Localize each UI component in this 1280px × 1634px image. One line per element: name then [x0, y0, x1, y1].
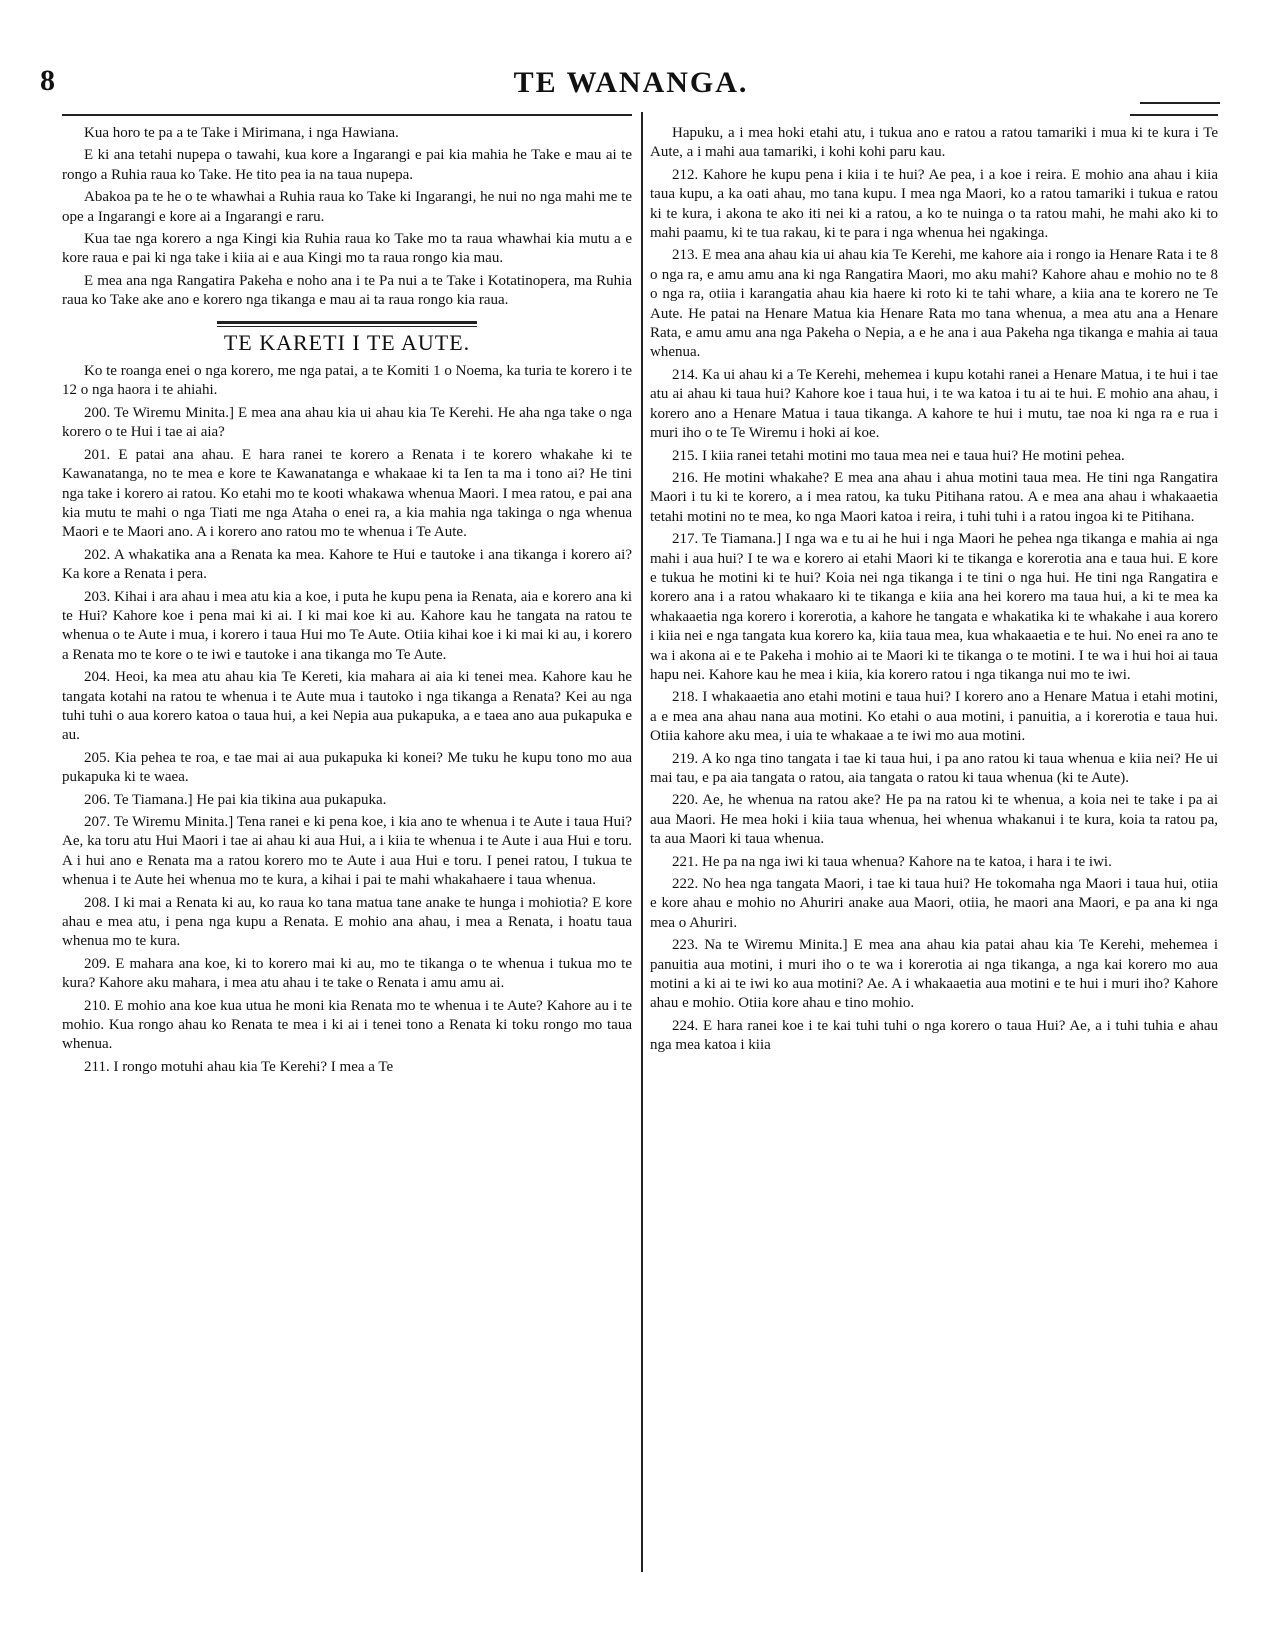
question-paragraph: 217. Te Tiamana.] I nga wa e tu ai he hui i nga Maori he pehea nga tikanga e mahia ai nga mahi i aua hui? I te wa e korero ai etahi Maori ki te tikanga e korerotia ana e taua hui. E kore e tukua he motini ki te hui? Koia nei nga tikanga i te tini o nga hui. He tini nga Rangatira e korero ana i a ratou whakaaro ki te tikanga e kiia ana hei korero ma taua hui, a ki te mea ka whakaaetia nga korero i korerotia, a kahore he tangata e whakatika ki te whakahe i aua korero i kiia nei e nga tangata kua korero ka, kiia taua mea, kua whakaaetia e te hui. No enei ra ano te wa i akona ai e te Pakeha i mohio ai te Maori ki te tikanga o te motini. I te wa i hui hoi ai taua hapu nei. Kahore kau he mea i kiia, kia korero ratou i nga tikanga nui mo te iwi. [650, 531, 1218, 683]
question-paragraph: 224. E hara ranei koe i te kai tuhi tuhi o nga korero o taua Hui? Ae, a i tuhi tuhia e ahau nga mea katoa i kiia [650, 1017, 1218, 1054]
question-paragraph: 218. I whakaaetia ano etahi motini e taua hui? I korero ano a Henare Matua i etahi motini, a e mea ana ahau nana aua motini. Ko etahi o aua motini, i panuitia, a i korerotia e taua hui. Otiia kahore aku mea, i uia te whakaae a te iwi mo aua motini. [650, 689, 1218, 745]
question-paragraph: 206. Te Tiamana.] He pai kia tikina aua pukapuka. [84, 791, 387, 808]
question-paragraph: 210. E mohio ana koe kua utua he moni kia Renata mo te whenua i te Aute? Kahore au i te mohio. Kua rongo ahau ko Renata te mea i ki ai i tenei tono a Renata ki toku rongo mo taua whenua. [62, 997, 632, 1053]
question-paragraph: 223. Na te Wiremu Minita.] E mea ana ahau kia patai ahau kia Te Kerehi, mehemea i panuitia aua motini, i muri iho o te wa i korerotia ai nga tikanga, a nga kai korero mo aua motini a ki ai te iwi ko aua motini? Ae. A i whakaaetia aua motini e te hui i muri iho? Kahore ahau e mohio. Otiia kore ahau e tino mohio. [650, 937, 1218, 1012]
question-paragraph: 211. I rongo motuhi ahau kia Te Kerehi? I mea a Te [84, 1058, 394, 1075]
newspaper-title: TE WANANGA. [513, 66, 749, 99]
question-paragraph: 221. He pa na nga iwi ki taua whenua? Kahore na te katoa, i hara i te iwi. [672, 853, 1112, 870]
question-paragraph: 201. E patai ana ahau. E hara ranei te korero a Renata i te korero whakahe ki te Kawanatanga, no te mea e kore te Kawanatanga e whakaae ki ta Ien ta ma i tono ai? He tini nga take i korero ai ratou. Ko etahi mo te kooti whakawa whenua Maori. I mea ratou, e pai ana kia mutu te mahi o nga Tiati me nga Ataha o enei ra, a kia mahia nga takinga o nga whenua Maori e te Maori ano. A i korero ano ratou mo te whenua i Te Aute. [62, 446, 632, 541]
column-divider [641, 112, 643, 1572]
news-paragraph: E mea ana nga Rangatira Pakeha e noho ana i te Pa nui a te Take i Kotatinopera, ma Ruhia raua ko Take ake ano e korero nga tikanga e mau ai ta raua rongo kia raua. [62, 272, 632, 309]
news-paragraph: E ki ana tetahi nupepa o tawahi, kua kore a Ingarangi e pai kia mahia he Take e mau ai te rongo a Ruhia raua ko Take. He tito pea ia na taua nupepa. [62, 147, 632, 183]
news-paragraph: Kua tae nga korero a nga Kingi kia Ruhia raua ko Take mo ta raua whawhai kia mutu a e kore raua e pai ki nga take i kiia ai e aua Kingi mo ta raua rongo kia mau. [62, 231, 632, 267]
question-paragraph: 220. Ae, he whenua na ratou ake? He pa na ratou ki te whenua, a koia nei te take i pa ai aua Maori. He mea hoki i kiia taua whenua, hei whenua whakanui i te kura, koia ta ratou pa, ta aua Maori ki taua whenua. [650, 792, 1218, 848]
question-paragraph: 208. I ki mai a Renata ki au, ko raua ko tana matua tane anake te hunga i mohiotia? E kore ahau e mea atu, i pena nga kupu a Renata. E mohio ana ahau, i mea a Renata, i hoatu taua whenua mo te kura. [62, 894, 632, 950]
question-paragraph: 204. Heoi, ka mea atu ahau kia Te Kereti, kia mahara ai aia ki tenei mea. Kahore kau he tangata kotahi na ratou te whenua i te Aute mua i tautoko i nga tikanga a Renata? Kei au nga tuhi tuhi o aua korero katoa o taua hui, a kei Nepia aua pukapuka, a e taea ano aua pukapuka e au. [62, 669, 632, 744]
question-paragraph: 222. No hea nga tangata Maori, i tae ki taua hui? He tokomaha nga Maori i taua hui, otiia e kore ahau e mohio no Ahuriri anake aua Maori, otiia, he maori ana Maori, e pa ana ki nga mea o Ahuriri. [650, 876, 1218, 931]
question-paragraph: 200. Te Wiremu Minita.] E mea ana ahau kia ui ahau kia Te Kerehi. He aha nga take o nga korero o te Hui i tae ai aia? [62, 404, 632, 441]
question-paragraph: 205. Kia pehea te roa, e tae mai ai aua pukapuka ki konei? Me tuku he kupu tono mo aua pukapuka ki te waea. [62, 749, 632, 786]
page-number: 8 [40, 64, 55, 97]
question-paragraph: 216. He motini whakahe? E mea ana ahau i ahua motini taua mea. He tini nga Rangatira Maori i tu ki te korero, a i mea ratou, ka tuku Pitihana ratou. A e mea ana ahau i whakaaetia tetahi motini no te mea, ko nga Maori katoa i reira, i tuhi tuhi i a ratou ingoa ki te Pitihana. [650, 469, 1218, 525]
question-paragraph: 203. Kihai i ara ahau i mea atu kia a koe, i puta he kupu pena ia Renata, aia e korero ana ki te Hui? Kahore koe i pena mai ki ai. I ki mai koe ki au. Kahore kau he tangata na ratou te whenua o te Aute i mua, i korero i taua Hui mo Te Aute. Otiia kihai koe i ki mai ki au, i korero a Renata mo te kore o te iwi e tautoke i ana tikanga mo Te Aute. [62, 588, 632, 663]
question-paragraph: 214. Ka ui ahau ki a Te Kerehi, mehemea i kupu kotahi ranei a Henare Matua, i te hui i tae atu ai ahau ki taua hui? Kahore koe i taua hui, i te wa katoa i tu ai te hui. E mohio ana ahau, i korero ano a Henare Matua i taua tikanga. A kahore te hui i mutu, tae noa ki nga ra e rua i muri iho o te Te Wiremu i hoki ai koe. [650, 366, 1218, 442]
question-paragraph: 215. I kiia ranei tetahi motini mo taua mea nei e taua hui? He motini pehea. [672, 447, 1125, 464]
left-top-rule [62, 114, 632, 116]
right-column [650, 124, 1218, 1564]
news-paragraph: Kua horo te pa a te Take i Mirimana, i nga Hawiana. [84, 125, 399, 141]
masthead-rule [1140, 102, 1220, 104]
section-intro: Ko te roanga enei o nga korero, me nga patai, a te Komiti 1 o Noema, ka turia te korero i te 12 o nga haora i te ahiahi. [62, 363, 632, 399]
left-column [62, 124, 632, 1564]
question-paragraph: 213. E mea ana ahau kia ui ahau kia Te Kerehi, me kahore aia i rongo ia Henare Rata i te 8 o nga ra, e amu amu ana ki nga Rangatira Maori, mo aku mahi? Kahore ahau e mohio no te 8 o nga ra, otiia i karangatia ahau kia haere ki roto ki te tahi whare, a kiia ana te korero ne Te Aute. He patai na Henare Matua kia Henare Rata mo tana whenua, a mea atu ana a Henare Rata, e amu amu ana nga Pakeha o Nepia, a e he ana i aua Pakeha nga tikanga e mahia ai taua whenua. [650, 247, 1218, 361]
section-rule [217, 321, 477, 327]
right-top-rule [1130, 114, 1218, 116]
masthead [36, 64, 1226, 104]
news-paragraph: Abakoa pa te he o te whawhai a Ruhia raua ko Take ki Ingarangi, he nui no nga mahi me te ope a Ingarangi e kore ai a Ingarangi e raru. [62, 189, 632, 225]
question-paragraph: 212. Kahore he kupu pena i kiia i te hui? Ae pea, i a koe i reira. E mohio ana ahau i kiia taua kupu, a ka oati ahau, mo tana kupu. I mea nga Maori, ko a ratou tamariki i tukua e ratou ki te kura, i akona te ako iti nei ki a ratou, a ko te nuinga o ta ratou mahi, he mahi ako ki to mahi paamu, ki te tua rakau, ki te para i nga whenua hei ngakinga. [650, 166, 1218, 242]
section-title: TE KARETI I TE AUTE. [223, 329, 471, 355]
question-paragraph: 209. E mahara ana koe, ki to korero mai ki au, mo te tikanga o te whenua i tukua mo te kura? Kahore aku mahara, i mea atu ahau i te take o Renata i amu amu ai. [62, 955, 632, 992]
question-paragraph: 202. A whakatika ana a Renata ka mea. Kahore te Hui e tautoke i ana tikanga i korero ai? Ka kore a Renata i pera. [62, 546, 632, 583]
question-paragraph: 207. Te Wiremu Minita.] Tena ranei e ki pena koe, i kia ano te whenua i te Aute i taua Hui? Ae, ka toru atu Hui Maori i tae ai ahau ki aua Hui, a i kiia te whenua i te Aute i aua Hui e toru. A i hui ano e Renata ma a ratou korero mo te Aute i aua Hui e toru. I penei ratou, I tukua te whenua i te Aute hei whenua mo te kura, a kihai i pai te mahi whakahaere i taua whenua. [62, 814, 632, 889]
question-paragraph: Hapuku, a i mea hoki etahi atu, i tukua ano e ratou a ratou tamariki i mua ki te kura i Te Aute, a i mahi aua tamariki, i kohi kohi paru kau. [650, 125, 1218, 161]
question-paragraph: 219. A ko nga tino tangata i tae ki taua hui, i pa ano ratou ki taua whenua e kiia nei? He ui mai tau, e pa aia tangata o ratou, aia tangata o ratou ki taua whenua (ki te Aute). [650, 750, 1218, 786]
